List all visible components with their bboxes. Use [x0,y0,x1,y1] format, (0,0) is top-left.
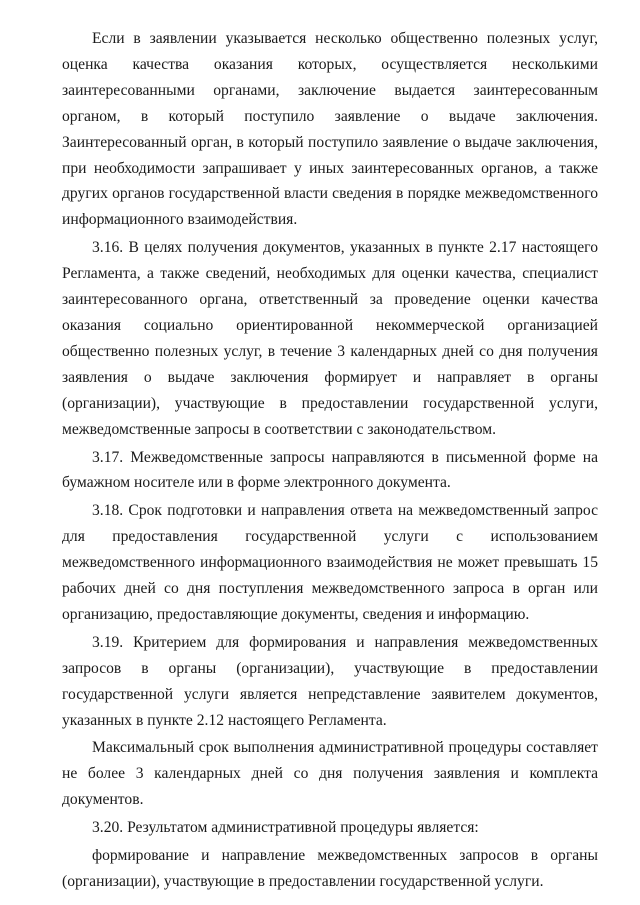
paragraph-3-20: 3.20. Результатом административной процедуры является: [92,819,479,837]
paragraph-max-term: Максимальный срок выполнения административной процедуры составляет не более 3 календарных дней со дня получения заявления и комплекта документов. [62,739,598,809]
paragraph-3-18: 3.18. Срок подготовки и направления ответа на межведомственный запрос для предоставления государственной услуги с использованием межведомственного информационного взаимодействия не может превышать 15 рабочих дней со дня поступления межведомственного запроса в орган или организацию, предоставляющие документы, сведения и информацию. [62,502,598,623]
paragraph-result: формирование и направление межведомственных запросов в органы (организации), участвующие в предоставлении государственной услуги. [62,847,598,890]
paragraph-3-16: 3.16. В целях получения документов, указанных в пункте 2.17 настоящего Регламента, а также сведений, необходимых для оценки качества, специалист заинтересованного органа, ответственный за проведение оценки качества оказания социально ориентированной некоммерческой организацией общественно полезных услуг, в течение 3 календарных дней со дня получения заявления о выдаче заключения формирует и направляет в органы (организации), участвующие в предоставлении государственной услуги, межведомственные запросы в соответствии с законодательством. [62,239,598,438]
paragraph-3-19: 3.19. Критерием для формирования и направления межведомственных запросов в органы (организации), участвующие в предоставлении государственной услуги является непредставление заявителем документов, указанных в пункте 2.12 настоящего Регламента. [62,633,598,729]
document-page [62,26,598,897]
paragraph-3-17: 3.17. Межведомственные запросы направляются в письменной форме на бумажном носителе или в форме электронного документа. [62,448,598,492]
paragraph-interested-bodies: Если в заявлении указывается несколько общественно полезных услуг, оценка качества оказания которых, осуществляется несколькими заинтересованными органами, заключение выдается заинтересованным органом, в который поступило заявление о выдаче заключения. Заинтересованный орган, в который поступило заявление о выдаче заключения, при необходимости запрашивает у иных заинтересованных органов, а также других органов государственной власти сведения в порядке межведомственного информационного взаимодействия. [62,30,598,229]
